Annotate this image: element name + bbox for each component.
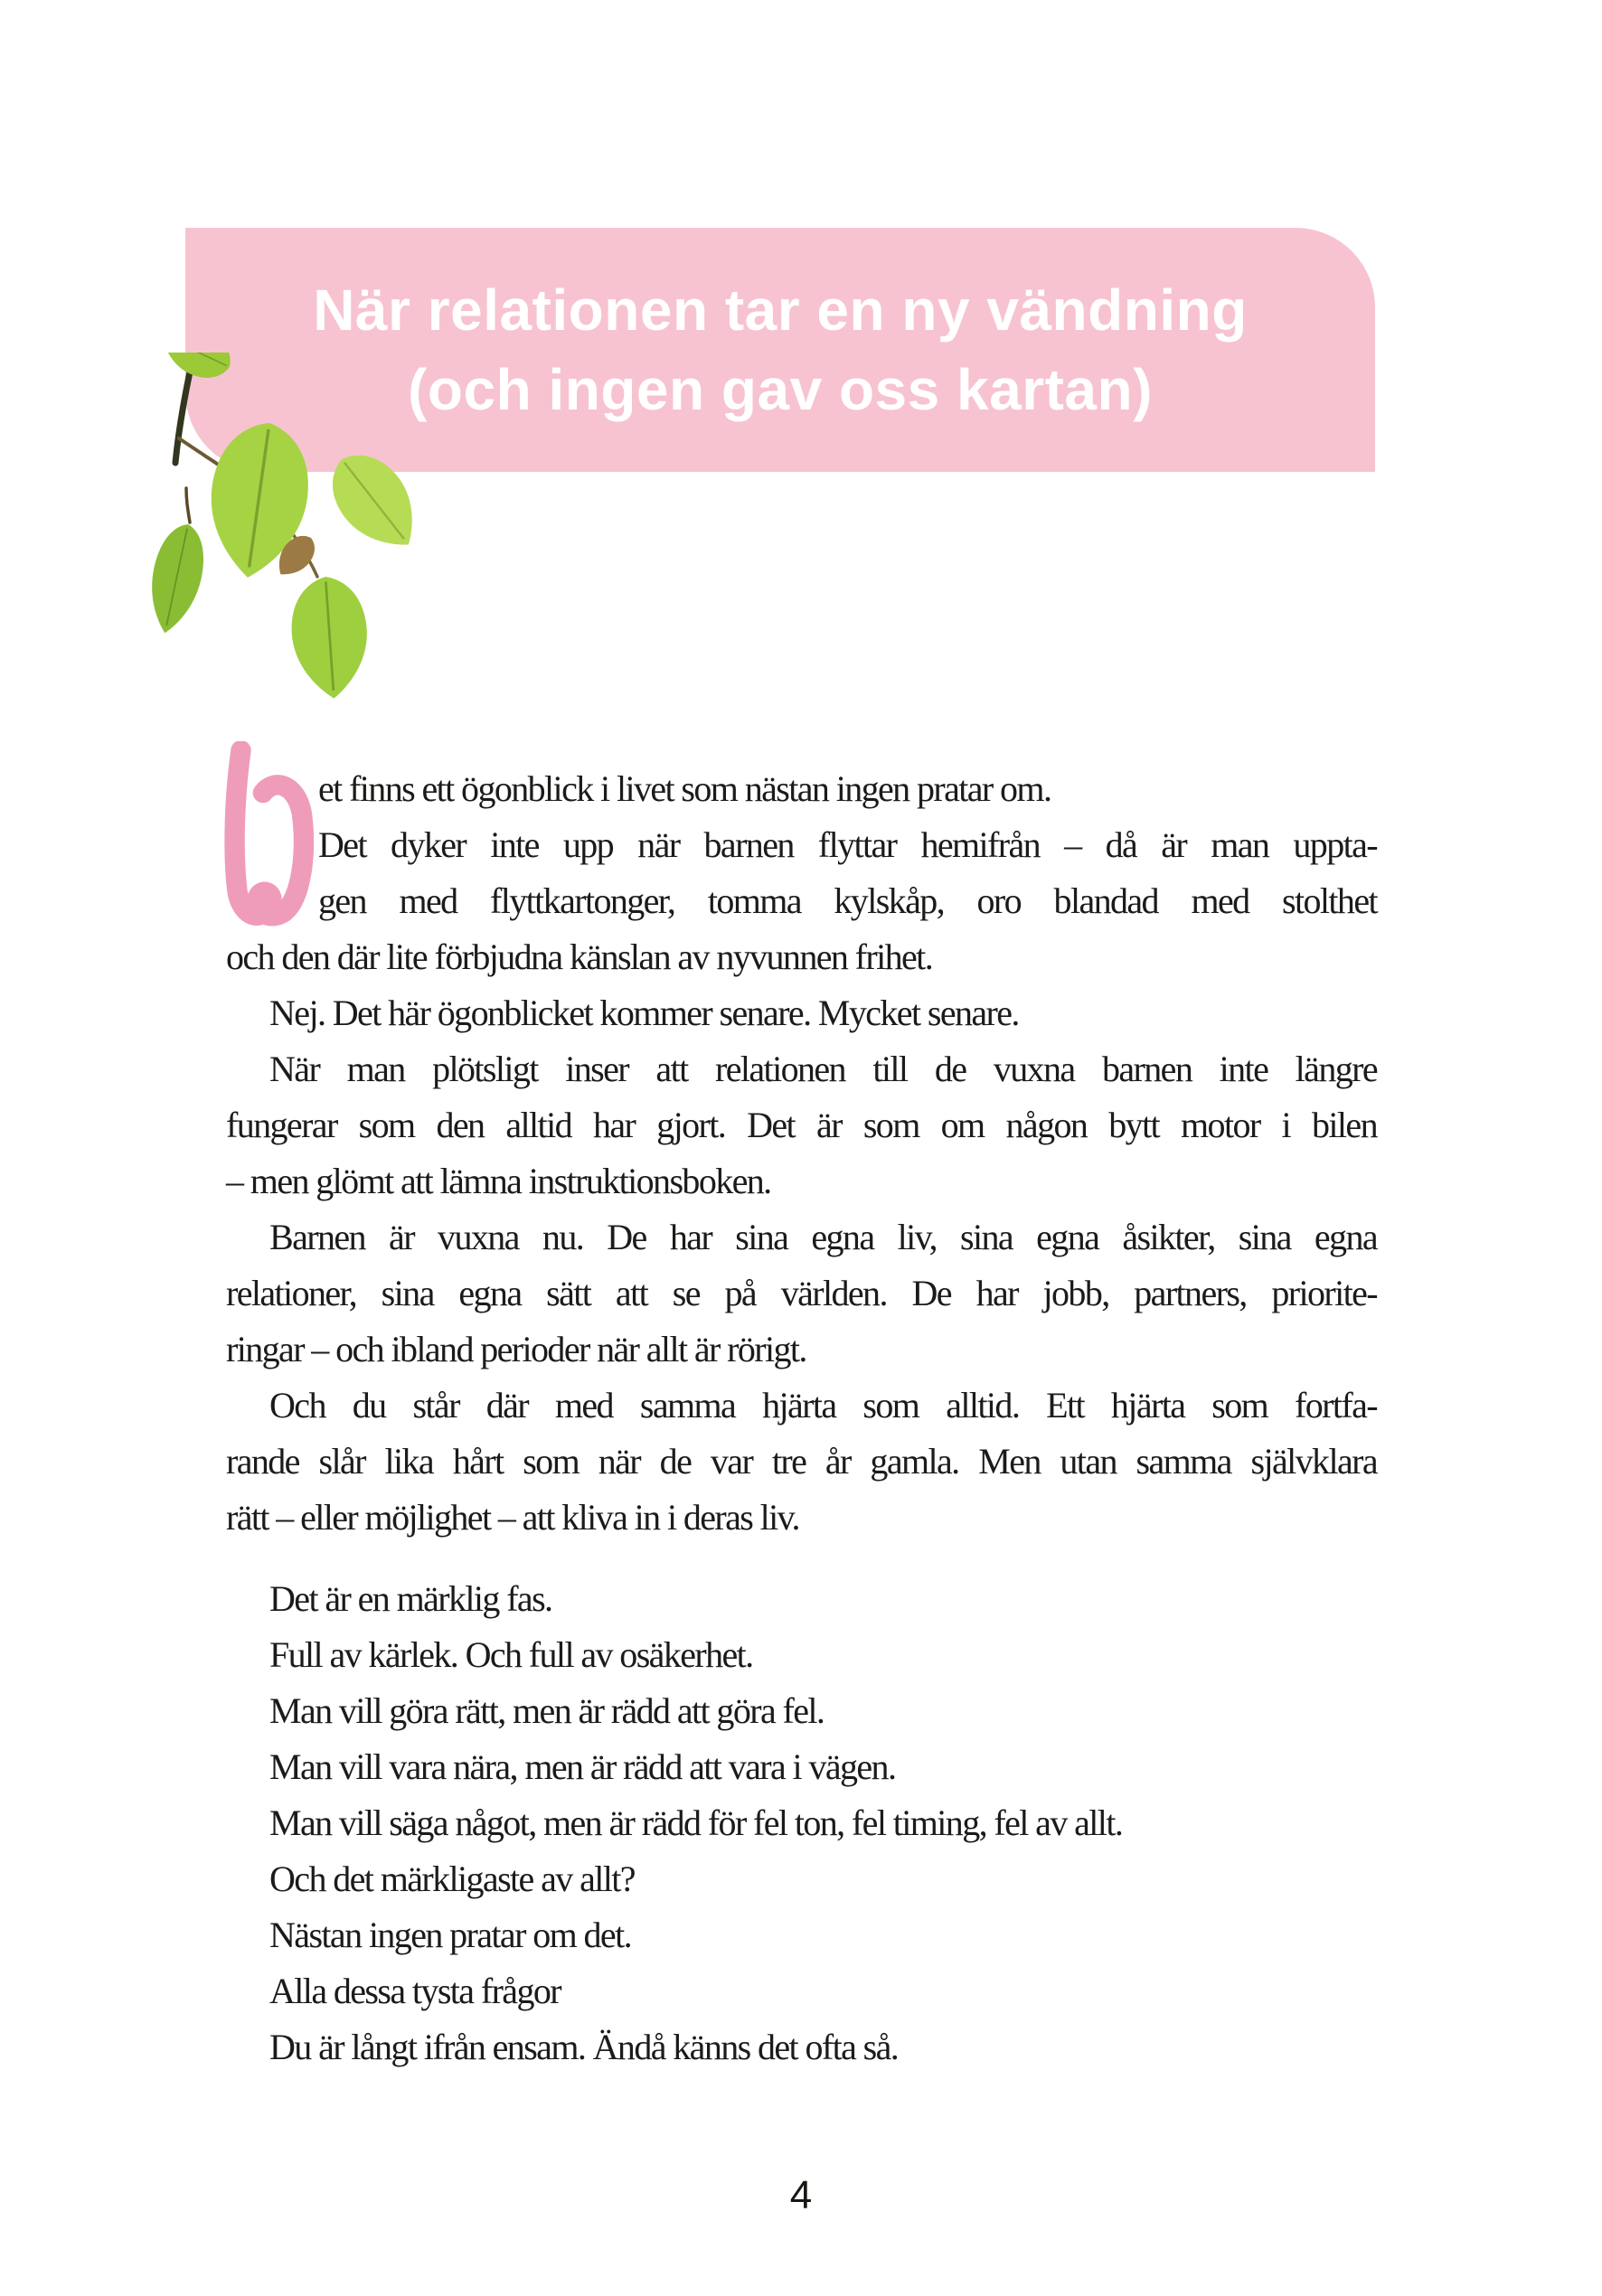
chapter-title-line-2: (och ingen gav oss kartan) [408, 357, 1153, 422]
body-line: gen med flyttkartonger, tomma kylskåp, oro blandad med stolthet [318, 880, 1377, 921]
body-line: rätt – eller möjlighet – att kliva in i deras liv. [226, 1497, 799, 1538]
chapter-title-line-1: När relationen tar en ny vändning [313, 278, 1248, 343]
body-line: ringar – och ibland perioder när allt är rörigt. [226, 1329, 806, 1369]
body-text [226, 761, 1377, 2075]
stanza-line: Du är långt ifrån ensam. Ändå känns det ofta så. [269, 2027, 899, 2067]
body-line: et finns ett ögonblick i livet som nästan ingen pratar om. [318, 768, 1051, 809]
body-line: fungerar som den alltid har gjort. Det är som om någon bytt motor i bilen [226, 1105, 1377, 1145]
stanza-line: Man vill göra rätt, men är rädd att göra fel. [269, 1690, 825, 1731]
body-line: och den där lite förbjudna känslan av nyvunnen frihet. [226, 936, 933, 977]
body-line: När man plötsligt inser att relationen till de vuxna barnen inte längre [269, 1049, 1377, 1089]
stanza-line: Nästan ingen pratar om det. [269, 1915, 631, 1955]
body-line: Det dyker inte upp när barnen flyttar hemifrån – då är man uppta- [318, 824, 1377, 865]
body-line: relationer, sina egna sätt att se på världen. De har jobb, partners, priorite- [226, 1273, 1377, 1313]
stanza-block [226, 1571, 1377, 2075]
stanza-line: Och det märkligaste av allt? [269, 1858, 635, 1899]
page-number: 4 [789, 2173, 813, 2217]
stanza-line: Man vill säga något, men är rädd för fel ton, fel timing, fel av allt. [269, 1802, 1123, 1843]
body-line: – men glömt att lämna instruktionsboken. [226, 1161, 771, 1201]
stanza-line: Alla dessa tysta frågor [269, 1971, 561, 2011]
body-line: Barnen är vuxna nu. De har sina egna liv, sina egna åsikter, sina egna [269, 1217, 1377, 1257]
stanza-line: Det är en märklig fas. [269, 1578, 552, 1619]
body-line: rande slår lika hårt som när de var tre år gamla. Men utan samma självklara [226, 1441, 1377, 1482]
stanza-line: Man vill vara nära, men är rädd att vara i vägen. [269, 1746, 896, 1787]
body-line: Och du står där med samma hjärta som alltid. Ett hjärta som fortfa- [269, 1385, 1377, 1426]
birch-branch-image [132, 353, 436, 707]
stanza-line: Full av kärlek. Och full av osäkerhet. [269, 1634, 753, 1675]
body-line: Nej. Det här ögonblicket kommer senare. Mycket senare. [269, 993, 1019, 1033]
